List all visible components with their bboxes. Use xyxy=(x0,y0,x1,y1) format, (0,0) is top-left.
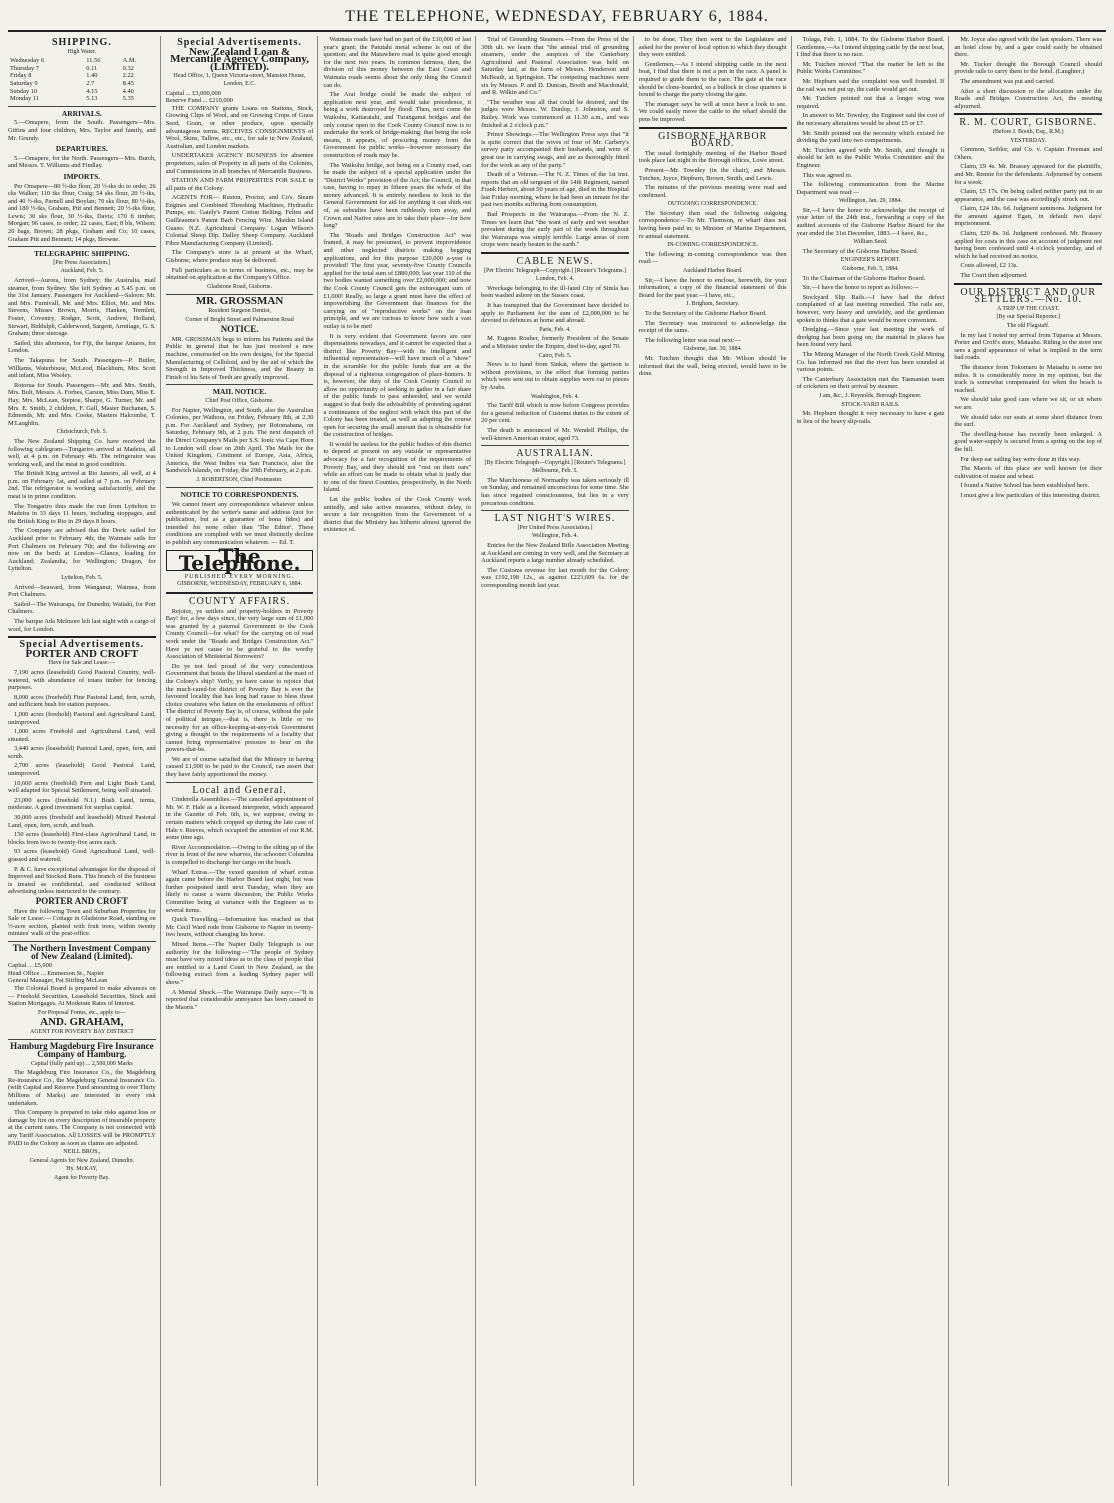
report-paragraph: To the Chairman of the Gisborne Harbor Board. xyxy=(802,274,926,282)
harbor-paragraph: Mr. Smith pointed out the necessity which existed for dividing the yard into two compartments. xyxy=(796,129,945,145)
harbor-paragraph: The following in-coming correspondence was then read:— xyxy=(638,250,787,266)
nzloan-store: The Company's store is at present at the Wharf, Gisborne, where produce may be delivered. xyxy=(165,249,314,265)
neill-agents: General Agents for New Zealand, Dunedin. xyxy=(29,1157,135,1164)
porter-item: 30,000 acres (freehold and leasehold) Mixed Pastoral Land, open, fern, scrub, and bush. xyxy=(8,814,156,829)
harbor-paragraph: Mr. Tutchen agreed with Mr. Smith, and thought it should be left to the Public Works Committee and the Engineer. xyxy=(796,146,945,169)
news-paragraph: The manager says he will at once have a look to see. We could easily move the cattle to the wharf should the pens be improved. xyxy=(638,100,787,123)
mckay-agent: Agent for Poverty Bay. xyxy=(54,1174,110,1181)
masthead-published: PUBLISHED EVERY MORNING. xyxy=(184,573,295,580)
signature: William Seed. xyxy=(853,239,888,246)
cable-paragraph: M. Eugene Rouher, formerly President of the Senate and a Minister under the Empire, died to-day, aged 70. xyxy=(481,335,629,350)
departures-title: DEPARTURES. xyxy=(55,144,108,154)
tide-cell: 2.22 xyxy=(122,72,134,80)
district-paragraph: For deep ear sailing bay were done in this way. xyxy=(960,455,1081,463)
court-paragraph: The Court then adjourned. xyxy=(960,272,1028,280)
imports-title: IMPORTS. xyxy=(63,171,101,181)
report-paragraph: The Mining Manager of the North Creek Gold Mining Co. has informed me that the river has been sounded at various points. xyxy=(796,350,945,374)
local-paragraph: Mixed Items.—The Napier Daily Telegraph is our authority for the following:—"The people of Sydney must have very mixed ideas as to the class of people that are entitled to a Land Court in New Zealand, as the following extract from a leading Sydney paper will show." xyxy=(165,940,314,986)
nzloan-particulars: Full particulars as to terms of business, etc., may be obtained on application at the Company's Office. xyxy=(165,266,314,282)
nzloan-text: STATION AND FARM PROPERTIES FOR SALE in all parts of the Colony. xyxy=(165,177,314,192)
tide-row xyxy=(8,95,156,103)
nzloan-capital: Capital ... £3,000,000 xyxy=(165,89,221,97)
tele-paragraph: Rotorua for South. Passengers—Mr. and Mrs. Smith, Mrs. Bolt, Messrs. A. Forbes, Carson, Miss Dam, Miss E. Hay, Mrs. McLean, Steptoe, Sharpe, G. Turner, Mr. and Mrs. E. Smith, 2 children, F. Gall, Master Buchanan, S. Edmonds, Mr. and Mrs. Cooke, Masters Halcombe, T. M'Laughlin. xyxy=(8,381,156,427)
wellington-date: Wellington, Jan. 29, 1884. xyxy=(838,198,902,205)
porter-items xyxy=(8,669,156,864)
harbor-paragraph: Mr. Tucker thought the Borough Council should provide rails to carry them to the hotel. (Laughter.) xyxy=(954,60,1103,76)
tide-cell: 11.56 xyxy=(86,57,101,65)
harbor-paragraph: Present—Mr. Townley (in the chair), and Messrs. Tutchen, Joyce, Hepburn, Brown, Smith, and Lewis. xyxy=(638,166,787,182)
our-district-title: OUR DISTRICT AND OUR SETTLERS.—No. 10. xyxy=(960,286,1096,306)
porter-footer: Have the following Town and Suburban Properties for Sale or Lease:— Cottage in Gladstone Road, standing on ½-acre section, planted with fruit trees, within twenty minutes' walk of the post-office. xyxy=(8,907,156,938)
tide-cell: 0.32 xyxy=(122,64,134,72)
rm-court-sub: (Before J. Booth, Esq., R.M.) xyxy=(992,128,1064,135)
tide-table xyxy=(8,57,156,103)
county-paragraph: Do ye not feel proud of the very conscientious Government that hoists the liberal standard at the mast of the Colony's ship? Verily, ye have cause to rejoice that the much-cared-for district of Poverty Bay is ever the favoured locality that has long had cause to bless those choice creatures who fatten on the emoluments of office! The district of Poverty Bay is, of course, without the pale of political intrigue,—that is, there is little or no necessity for an office-keeping-at-any-risk Government giving a thought to the requirements of a locality that cannot bring representative pressure to bear on the powers-that-be. xyxy=(165,662,314,754)
porter-item: 23,000 acres (freehold N.I.) Bush Land, terms, moderate. A good investment for surplus capital. xyxy=(8,796,156,812)
tele-paragraph: The Tongariro thus made the run from Lyttelton to Madeira in 33 days 11 hours, including stoppages, and the British King to Rio in 29 days 8 hours. xyxy=(8,502,156,525)
report-paragraph: Dredging.—Since your last meeting the work of dredging has been going on; the material in places has been found very hard. xyxy=(796,326,945,349)
county-paragraph: The "Roads and Bridges Construction Act" was framed, it may be presumed, to prevent improvidence and other neglected districts making begging applications, and for this purpose £20,000 a-year is provided! The first year, seventy-five County Councils applied for the total sum of £880,000; last year 110 of the two bodies wanted something over £2,000,000; and now the Cook County Council gets the extravagant sum of £1,000! Really, so large a grant must have the effect of impoverishing the Government that finances for the carrying on of "reproductive works" on the loan principle, and we are curious to know how such a vast outlay is to be met! xyxy=(323,231,472,330)
masthead-date: GISBORNE, WEDNESDAY, FEBRUARY 6, 1884. xyxy=(177,581,303,588)
local-paragraph: River Accommodation.—Owing to the silting up of the river in front of the new wharves, the schooner Columbia is compelled to discharge her cargo on the beach. xyxy=(165,843,314,866)
auckland-dateline: Auckland, Feb. 5. xyxy=(60,268,104,275)
local-paragraph: Wharf Extras.—The vexed question of wharf extras again came before the Harbor Board last night, but was further postponed until next Tuesday, when they are likely to cause a warm discussion, the Public Works Committee being at variance with the Engineer as to several items. xyxy=(165,868,314,914)
porter-note: P. & C. have exceptional advantages for the disposal of Improved and Stocked Runs. This branch of the business is treated as confidential, and conducted without advertising unless instructed to the contrary. xyxy=(8,865,156,896)
cable-news-title: CABLE NEWS. xyxy=(516,256,594,268)
porter-item: 150 acres (leasehold) First-class Agricultural Land, in blocks from two to twenty-five acres each. xyxy=(8,831,156,846)
wires-paragraph: The Customs revenue for last month for the Colony was £192,198 12s., as against £223,609 6s. for the corresponding month last year. xyxy=(481,566,629,589)
tide-cell: 4.40 xyxy=(122,87,134,95)
county-paragraph: The Waikohu bridge, not being on a County road, can be made the subject of a special application under the "District Works" provision of the Act; the Council, in that case, having to repay in fifteen years the whole of the money advanced. It is entirely needless to look to the General Government for aid for anything it can shirk out of, as subsidies have been ruthlessly torn away, and Crown and Native rates are to take their place—for how long? xyxy=(323,161,472,230)
last-night-sub: [Per United Press Association.] xyxy=(517,524,593,531)
harbor-paragraph: The Secretary of the Gisborne Harbor Board. xyxy=(802,247,919,255)
tide-cell: A.M. xyxy=(122,57,137,65)
court-paragraph: Costs allowed, £2 13s. xyxy=(960,262,1019,270)
harbor-paragraph: In answer to Mr. Townley, the Engineer said the cost of the necessary alterations would be about £5 or £7. xyxy=(796,112,945,127)
tide-row xyxy=(8,57,156,65)
local-paragraph: Quick Travelling.—Information has reached us that Mr. Cecil Ward rode from Gisborne to Napier in twenty-two hours, without changing his horse. xyxy=(165,916,314,939)
column-2 xyxy=(166,36,319,1486)
county-paragraph: We are of course satisfied that the Ministry in having caused £1,000 to be paid to the Council, can assert that they have fairly apportioned the money. xyxy=(165,755,314,779)
northern-capital: Capital ... £5,000 xyxy=(8,962,53,970)
cable-paragraph: News is to hand from Sinkat, where the garrison is without provisions, to the effect that forming parties which were sent out to obtain supplies were cut to pieces by Arabs. xyxy=(481,361,629,391)
local-general-title: Local and General. xyxy=(192,784,287,796)
tide-cell: 4.15 xyxy=(86,87,98,95)
report-signature: I am, &c., J. Reynolds, Borough Engineer. xyxy=(819,392,922,399)
porter-croft-title: PORTER AND CROFT xyxy=(25,647,139,660)
news-paragraph: Death of a Veteran.—The N. Z. Times of the 1st inst. reports that an old sergeant of the 14th Regiment, named Frank Herbert, about 50 years of age, died in the Hospital last Friday morning, where he had been an inmate for the past two months suffering from consumption. xyxy=(481,171,629,209)
northern-investment-title: The Northern Investment Company of New Zealand (Limited). xyxy=(12,942,151,961)
county-paragraph: Waimata roads have had no part of the £10,000 of last year's grant; the Patutahi metal scheme is out of the question; and the Matawhero road is quite good enough for the next two years. In common fairness, then, the division of this money between the East Coast and Waimata roads seems about the only thing the Council can do. xyxy=(323,36,472,89)
telephone-masthead: The Telephone. xyxy=(166,550,314,571)
neill-bros: NEILL BROS., xyxy=(63,1149,101,1156)
tide-row xyxy=(8,72,156,80)
district-paragraph: I must give a few particulars of this interesting district. xyxy=(960,491,1101,499)
special-ads-title: Special Advertisements. xyxy=(177,37,302,48)
news-paragraph: "The weather was all that could be desired, and the judges were Messrs. W. Dunlop, J. Johnston, and S. Bailey. Work was commenced at 11.30 a.m., and was finished at 2 o'clock p.m." xyxy=(481,98,629,129)
harbor-paragraph: The following communication from the Marine Department was read:— xyxy=(796,181,945,196)
county-paragraph: It would be useless for the public bodies of this district to depend at present on any outside or representative advocacy for a fair recognition of the requirements of Poverty Bay, and they should not "rest on their oars" while an effort can be made to obtain what is justly due to one of the finest Counties, prospectively, in the North Island. xyxy=(323,440,472,494)
cable-paragraph: Wreckage belonging to the ill-fated City of Simla has been washed ashore on the Sussex coast. xyxy=(481,284,629,300)
special-ads-title: Special Advertisements. xyxy=(19,639,145,651)
tele-paragraph: The Company are advised that the Doric sailed for Auckland prior to February 4th; the Waimate sails for Port Chalmers on February 7th; and the following are now on the berth at London—Glance, loading for Auckland; Zealandia, for Wellington; Dragon, for Lyttelton. xyxy=(8,527,156,573)
column-3 xyxy=(323,36,476,1486)
local-paragraph: A Mental Shock.—The Wairarapa Daily says:—"It is reported that considerable annoyance has been caused to the Maoris." xyxy=(165,988,314,1011)
mail-notice-title: MAIL NOTICE. xyxy=(212,387,267,397)
court-paragraph: Claim, £9 4s. Mr. Brassey appeared for the plaintiffs, and Mr. Rennie for the defendants. Adjourned by consent for a week. xyxy=(954,163,1103,186)
imports-text: Per Omapere—80 ½-tks flour, 20 ½-tks do to order, 26 cks Walker; 110 tks flour, Craig; 54 sks flour, 20 ½-tks, and 40 ½-tks, Parnell and Boylan; 70 sks flour, 80 ½-tks, and 180 ½-tks, Graham, Pitt and Bennett; 20 ½-tks flour, Lewis; 30 sks flour, 30 ½-tks, Davis; 170 ft timber, Morgan; 96 cases, to order; 22 cases, East; 8 bls, Wilson; 20 bags, Brown; 28 pkgs, Graham and Co; 10 cases, Graham Pitt and Bennett; 14 pkgs, Browne. xyxy=(8,182,156,243)
district-paragraph: We should take our seats at some short distance from the surf. xyxy=(954,413,1103,429)
page-header: THE TELEPHONE, WEDNESDAY, FEBRUARY 6, 1884. xyxy=(8,6,1106,32)
news-paragraph: Prince Showings.—The Wellington Press says that "it is quite correct that the wives of four of Mr. Carbery's survey party accompanied their husbands, and were of great use in carrying swags, and are as thoroughly fitted for the work as any of the party." xyxy=(481,131,629,169)
harbor-paragraph: Mr. Joyce also agreed with the last speakers. There was an hotel close by, and a gate could easily be obtained there. xyxy=(954,36,1103,59)
columns xyxy=(8,36,1106,1486)
rm-court-day: YESTERDAY. xyxy=(1010,137,1047,144)
tele-paragraph: Arrived—Seaward, from Wanganui; Waimea, from Port Chalmers. xyxy=(8,583,156,599)
harbor-signature: J. Brigham, Secretary. xyxy=(686,301,740,308)
column-7 xyxy=(954,36,1106,1486)
northern-text: The Colonial Board is prepared to make advances on— Freehold Securities, Leasehold Securities, Stock and Station Mortgages. At Moderate Rates of Interest. xyxy=(8,984,156,1008)
tide-cell: 0.11 xyxy=(86,64,98,72)
nzloan-agents: AGENTS FOR— Ruston, Proctor, and Co's. Steam Engines and Combined Threshing Machines, Hydraulic Pumps, etc. Gately's Patent Cotton Belting. Felten and Guilleaume's Patent Barb Fencing Wire. Maiden Island Guano. N.Z. Agricultural Company. Logan Wilson's Colonial Sheep Dip. Dalley Sheep Company. Auckland Fibre Manufacturing Company (Limited). xyxy=(165,194,314,247)
nzloan-office: Head Office, 1, Queen Victoria-street, Mansion House, London, E.C. xyxy=(173,73,306,87)
cable-paragraph: The death is announced of Mr. Wendell Phillips, the well-known American orator, aged 73. xyxy=(481,426,629,442)
our-district-by: [By our Special Reporter.] xyxy=(996,314,1060,321)
dateline: Wellington, Feb. 4. xyxy=(532,533,579,540)
incoming-title: IN-COMING CORRESPONDENCE. xyxy=(667,242,759,249)
tele-paragraph: The New Zealand Shipping Co. have received the following cablegram—Tongariro arrived at Madeira, all well, at 4 p.m. on February 4th. The refrigerator was working well, and the meat in good condition. xyxy=(8,437,156,468)
nzloan-reserve: Reserve Fund ... £210,000 xyxy=(165,97,233,105)
australian-title: AUSTRALIAN. xyxy=(516,448,594,460)
tide-cell: 1.40 xyxy=(86,72,98,80)
cable-sub: [Per Electric Telegraph—Copyright.] [Reuter's Telegrams.] xyxy=(484,267,626,274)
harbor-paragraph: This was agreed to. xyxy=(802,171,853,179)
mail-notice-sign: J. ROBERTSON, Chief Postmaster. xyxy=(196,476,283,483)
county-paragraph: Let the public bodies of the Cook County work unitedly, and take active measures, without delay, to secure a fair recognition from the Government of a district that the Ministry has hitherto almost ignored the existence of. xyxy=(323,496,472,534)
county-paragraph: The Arai bridge could be made the subject of application next year, and would take precedence, it being a work destroyed by flood. Then, next come the Waikohu, Kaitaratahi, and Turanganui bridges and the only course open to the Cook County Council now is to undertake the work of bridge-making, that being the sole means, it appears, of procuring money from the Government for public works—however necessary the construction of roads may be. xyxy=(323,91,472,159)
harbor-paragraph: Sir,—I have the honor to acknowledge the receipt of your letter of the 24th inst., forwarding a copy of the audited accounts of the Gisborne Harbor Board for the year ended the 31st December, 1883.—I have, &c., xyxy=(796,206,945,237)
tide-cell: 2.7 xyxy=(86,79,95,87)
australian-paragraph: The Marchioness of Normanby was taken seriously ill on Sunday, and remained unconscious for some time. She has since regained consciousness, but lies in a very precarious condition. xyxy=(481,476,629,507)
news-paragraph: Trial of Grounding Steamers.—From the Press of the 30th ult. we learn that "the annual trial of grounding steamers, under the auspices of the Canterbury Agricultural and Pastoral Association was held on Saturday last, at the farm of Messrs. Henderson and McBeath, at Springston. The competing machines were six by Messrs. P. and D. Duncan, Booth and Macdonald, and R. Wilkin and Co." xyxy=(481,36,629,97)
district-paragraph: The dwelling-house has recently been enlarged. A good water-supply is secured from a spring on the top of the hill. xyxy=(954,430,1103,453)
dateline: London, Feb. 4. xyxy=(535,276,575,283)
county-paragraph: Rejoice, ye settlers and property-holders in Poverty Bay! for, a few days since, the very large sum of £1,000 was granted by a paternal Government to the Cook County Council—for what? for the carrying on of road work under the "Roads and Bridges Construction Act." Have ye not cause to be grateful to the worthy Association of Ministerial Borrowers? xyxy=(165,607,314,661)
tide-row xyxy=(8,88,156,96)
harbor-paragraph: To the Secretary of the Gisborne Harbor Board. xyxy=(644,310,767,317)
porter-intro: Have for Sale and Lease:— xyxy=(48,660,116,667)
tide-cell: Sunday 10 xyxy=(10,87,38,95)
porter-item: 8,000 acres (freehold) Fine Pastoral Land, fern, scrub, and sufficient bush for station purposes. xyxy=(8,693,156,709)
tide-row xyxy=(8,65,156,73)
news-paragraph: to be done. They then went to the Legislature and asked for the power of local option to which they thought they were entitled. xyxy=(638,36,787,59)
harbor-paragraph: Sir,—I have the honor to enclose, herewith, for your information, a copy of the financial statement of this Board for the past year.—I have, etc., xyxy=(638,276,787,299)
porter-item: 3,440 acres (leasehold) Pastoral Land, open, fern, and scrub. xyxy=(8,745,156,760)
engineers-report-title: ENGINEER'S REPORT. xyxy=(840,257,901,264)
dateline: Cairo, Feb. 5. xyxy=(538,352,572,359)
harbor-paragraph: Mr. Tutchen pointed out that a longer wing was required. xyxy=(796,95,945,110)
christchurch-dateline: Christchurch, Feb. 5. xyxy=(56,429,108,436)
court-paragraph: Claim, £5 17s. On being called neither party put in an appearance, and the case was accordingly struck out. xyxy=(954,188,1103,203)
notice-text: MR. GROSSMAN begs to inform his Patients and the Public in general that he has just received a new machine, constructed on his own designs, for the Special Manufacturing of Celluloid, and by the aid of which the Strength in Improved Thickness, and the Beauty in Finish of his Sets of Teeth are greatly improved. xyxy=(165,335,314,381)
mail-notice-text: For Napier, Wellington, and South, also the Australian Colonies, per Waihora, on Friday, February 8th, at 2.30 p.m. For Auckland and Sydney, per Rotomahana, on Saturday, February 9th, at 2 p.m. The next despatch of the Direct Company's Mails per S.S. Ionic via Cape Horn to London will close on 20th April. The Mails for the United Kingdom, Continent of Europe, Asia, Africa, America, the West Indies via San Francisco, also the Sandwich Islands, on Friday, the 29th February, at 2 p.m. xyxy=(165,406,314,475)
porter-footer-title: PORTER AND CROFT xyxy=(35,895,128,906)
harbor-date: Gisborne, Jan. 30, 1884. xyxy=(683,346,742,353)
northern-manager: General Manager, Pat Stirling McLean xyxy=(8,977,108,985)
harbor-paragraph: Mr. Hepburn said the complaint was well founded. If the rail was not put up, the cattle would get out. xyxy=(796,77,945,93)
tide-cell: Saturday 9 xyxy=(10,79,38,87)
grossman-address: Corner of Bright Street and Palmerston Road xyxy=(185,316,294,323)
porter-item: 1,000 acres Freehold and Agricultural Land, well situated. xyxy=(8,728,156,743)
tide-cell: 8.45 xyxy=(122,79,134,87)
notice-corr-text: We cannot insert any correspondence whatever unless authenticated by the writer's name and address (not for publication, but as a guarantee of bona fides) and intended for none other than 'The Editor'. These conditions are complied with we must distinctly decline to publish any communication whatever. — Ed. T. xyxy=(165,501,314,547)
harbor-paragraph: The Secretary was instructed to acknowledge the receipt of the same. xyxy=(638,319,787,335)
district-paragraph: The distance from Tokomaru to Mataahu is some ten miles. It is considerably more in my opinion, but the track is somewhat compensated for when the beach is reached. xyxy=(954,363,1103,394)
column-5 xyxy=(639,36,792,1486)
porter-item: 7,190 acres (leasehold) Good Pastoral Country, well-watered, with abundance of totara timber for fencing purposes. xyxy=(8,668,156,692)
harbor-paragraph: Tolaga, Feb. 1, 1884. To the Gisborne Harbor Board. Gentlemen,—As I intend shipping cattle by the next boat, I find that there is no race. xyxy=(796,36,945,59)
mail-notice-sub: Chief Post Office, Gisborne. xyxy=(205,397,274,404)
rm-court-title: R. M. COURT, GISBORNE. xyxy=(959,117,1097,129)
nzloan-text: UNDERTAKES AGENCY BUSINESS for absentee proprietors, sales of Property in all parts of the Colonies, and Commissions in all branches of Mercantile Business. xyxy=(165,152,314,175)
cable-paragraph: The Tariff Bill which is now before Congress provides for a general reduction of Customs duties to the extent of 20 per cent. xyxy=(481,402,629,425)
tele-paragraph: The British King arrived at Rio Janeiro, all well, at 4 p.m. on February 1st, and sailed at 7 p.m. on February 2nd. The refrigerator is working satisfactorily, and the meat is in prime condition. xyxy=(8,470,156,501)
gisborne-harbor-board-title: GISBORNE HARBOR BOARD. xyxy=(658,130,768,150)
grossman-subtitle: Resident Surgeon Dentist, xyxy=(208,308,271,314)
notice-corr-title: NOTICE TO CORRESPONDENTS. xyxy=(180,490,299,500)
harbor-letter-head: Auckland Harbor Board. xyxy=(682,268,743,275)
county-affairs-title: COUNTY AFFAIRS. xyxy=(189,596,291,607)
report-paragraph: Mr. Hepburn thought it very necessary to have a gate in lieu of the heavy slip-rails. xyxy=(796,410,945,425)
tele-paragraph: The barque Ada Melmore left last night with a cargo of wool, for London. xyxy=(8,617,156,633)
last-night-wires-title: LAST NIGHT'S WIRES. xyxy=(494,513,616,525)
graham-name: AND. GRAHAM, xyxy=(40,1016,124,1029)
harbor-paragraph: After a short discussion re the allocation under the Roads and Bridges Construction Act, the meeting adjourned. xyxy=(954,87,1103,110)
dateline: Washington, Feb. 4. xyxy=(531,393,580,400)
tide-cell: Thursday 7 xyxy=(10,64,39,72)
column-1 xyxy=(8,36,161,1486)
lyttelton-dateline: Lyttelton, Feb. 5. xyxy=(61,575,103,581)
tide-cell: 5.35 xyxy=(122,95,134,103)
high-water-label: High Water. xyxy=(67,48,97,55)
court-paragraph: Common, Seiblor, and Co. v. Captain Freeman and Others. xyxy=(954,146,1103,161)
hamburg-capital: Capital (fully paid up) ... 2,500,000 Marks xyxy=(30,1060,133,1067)
district-paragraph: We should take good care where we sit, or sit where we are. xyxy=(954,396,1103,411)
porter-item: 1,000 acres (freehold) Pastoral and Agricultural Land, unimproved. xyxy=(8,710,156,726)
nzloan-address: Gladstone Road, Gisborne. xyxy=(207,283,273,290)
harbor-paragraph: The usual fortnightly meeting of the Harbor Board took place last night in the Borough offices, Lowe street. xyxy=(638,149,787,165)
cable-paragraph: It has transpired that the Government have decided to apply to Parliament for the sum of £2,000,000 to be devoted to defences at home and abroad. xyxy=(481,302,629,325)
tide-cell: Monday 11 xyxy=(10,95,40,103)
mckay: Hy. McKAY, xyxy=(66,1166,98,1173)
news-paragraph: Gentlemen,—As I intend shipping cattle in the next boat, I find that there is not a pen in the race. A panel is required to guide them to the race. The gate at the race should be clone-boarded, so a bullock in close quarters is bound to charge the party closing the gate. xyxy=(638,60,787,99)
grossman-title: MR. GROSSMAN xyxy=(195,295,284,308)
arrivals-title: ARRIVALS. xyxy=(61,108,102,118)
harbor-paragraph: Mr. Tutchen moved "That the matter be left to the Public Works Committee." xyxy=(796,60,945,76)
hamburg-title: Hamburg Magdeburg Fire Insurance Company of Hamburg. xyxy=(10,1041,154,1060)
harbor-paragraph: The minutes of the previous meeting were read and confirmed. xyxy=(638,184,787,199)
shipping-title: SHIPPING. xyxy=(51,37,112,48)
court-paragraph: Claim, £24 18s. 6d. Judgment summons. Judgment for the amount against Egan, in default two days' imprisonment. xyxy=(954,205,1103,228)
wires-paragraph: Entries for the New Zealand Rifle Association Meeting at Auckland are coming in very well, and the Secretary at Auckland reports a large number already scheduled. xyxy=(481,542,629,565)
northern-proposal: For Proposal Forms, etc., apply to— xyxy=(38,1009,126,1016)
district-paragraph: The Maoris of this place are well known for their cultivation of maize and wheat. xyxy=(954,465,1103,480)
tele-paragraph: Sailed, this afternoon, for Fiji, the barque Antares, for London. xyxy=(8,339,156,355)
outgoing-title: OUTGOING CORRESPONDENCE. xyxy=(667,201,758,208)
tide-row xyxy=(8,80,156,88)
tele-paragraph: The Takapuna for South. Passengers—P. Butler, Williams, Waterhouse, McLeod, Blackburn, Mrs. Scott and infant, Miss Wooley. xyxy=(8,356,156,380)
tele-paragraph: Arrived—Aurora, from Sydney; the Australia, mail steamer, from Sydney. She left Sydney at 5.45 p.m. on the 31st January. Passengers for Auckland—Saloon: Mr. and Mrs. Furnivall, Mr. and Mrs. Elliot, Mr. and Mrs. Stevens, Misses Brown, Morris, Hanken, Tremlett, Foster, Coventry, Rodger, Scott, Andrew, Holland, Stewart, Biddulph, Calderwood, Sargent, Armitage, G. S. Graham; three steerage. xyxy=(8,277,156,338)
tele-paragraph: Sailed—The Wairarapa, for Dunedin; Waitaki, for Port Chalmers. xyxy=(8,600,156,616)
press-association: [Per Press Association.] xyxy=(53,259,111,266)
harbor-paragraph: The amendment was put and carried. xyxy=(960,77,1055,85)
hamburg-text: The Magdeburg Fire Insurance Co., the Magdeburg Re-insurance Co., the Magdeburg General Insurance Co. (with Capital and Reserve Fund amounting to over Thirty Millions of Marks) are interested in every risk undertaken. xyxy=(8,1069,156,1107)
harbor-paragraph: Mr. Tutchen thought that Mr. Wilson should be informed that the wall, being erected, would have to be done. xyxy=(638,354,787,378)
hamburg-text-2: This Company is prepared to take risks against loss or damage by fire on every description of insurable property at the current rates. The Company is not connected with any Tariff Association. All LOSSES will be PROMPTLY PAID in the Colony as soon as claims are adjusted. xyxy=(8,1109,156,1147)
notice-title: NOTICE. xyxy=(220,324,259,335)
telegraphic-shipping-title: TELEGRAPHIC SHIPPING. xyxy=(34,249,130,259)
nzloan-text: THE COMPANY grants Loans on Stations, Stock, Growing Clips of Wool, and on Growing Crops of Grass Seed, Grain, or other produce, upon specially advantageous terms. RECEIVES CONSIGNMENTS of Wool, Skins, Tallow, etc., etc., for sale in New Zealand, Australian, and London markets. xyxy=(165,104,314,150)
district-paragraph: In my last I noted my arrival from Tuparoa at Messrs. Porter and Croft's store, Mataahu. Riding to the store one sees a good appearance of what is implied in the term bad roads. xyxy=(954,331,1103,362)
news-paragraph: Bad Prospects in the Wairarapa.—From the N. Z. Times we learn that "the want of early and wet weather prevalent during the early part of the week throughout the Wairarapa was simply terrible. Large areas of corn crops were nearly beaten to the earth." xyxy=(481,211,629,249)
harbor-paragraph: The Secretary then read the following outgoing correspondence:—To Mr. Thomson, re wharf dues not having been paid in; to Minister of Marine Department, re annual statement. xyxy=(638,209,787,240)
porter-item: 93 acres (leasehold) Good Agricultural Land, well-grassed and watered. xyxy=(8,848,156,863)
departures-text: 5.—Omapere, for the North. Passengers—Mrs. Burch, and Messrs. T. Williams and Findlay. xyxy=(8,154,156,170)
dateline: Melbourne, Feb. 5. xyxy=(532,468,578,475)
county-paragraph: It is very evident that Government favors are rare dispensations nowadays, and it cannot be expected that a district like Poverty Bay—with its intelligent and influential representation—will have much of a "show" in the scramble for the public funds that are at the disposal of a righteous congregation of place-hunters. It is, however, the duty of the Cook County Council to allow no opportunity of seeking to gather in a fair share of the public funds to pass unheeded, and we would suggest to that body the advisability of protesting against a continuance of the neglect with which this part of the Colony has been treated, as well as adopting the course open for securing the small amount that is obtainable for the construction of bridges. xyxy=(323,332,472,439)
report-paragraph: The Canterbury Association met the Tasmanian team of cricketers on their arrival by steamer. xyxy=(796,375,945,391)
dateline: Paris, Feb. 4. xyxy=(539,326,571,333)
porter-item: 2,700 acres (leasehold) Good Pastoral Land, unimproved. xyxy=(8,762,156,778)
local-paragraph: Cinderella Assemblies.—The cancelled appointment of Mr. W. F. Hale as a licensed interpreter, which appeared in the Gazette of Feb. 6th, is, we suppose, owing to certain matters which cropped up during the late case of Hale v. Reeves, which occupied the attention of our R.M. some time ago. xyxy=(165,796,314,842)
column-6 xyxy=(797,36,950,1486)
report-paragraph: Stockyard Slip Rails.—I have had the defect complained of at last meeting remedied. The rails are, however, very heavy and unwieldy, and the gentleman spoken to thinks that a gate would be more convenient. xyxy=(796,293,945,324)
arrivals-text: 5.—Omapere, from the South. Passengers—Mrs. Gittins and four children, Mrs. Taylor and family, and Mr. Grundy. xyxy=(8,119,156,142)
harbor-paragraph: The following letter was read next:— xyxy=(644,336,741,344)
our-district-flagstaff: The old Flagstaff. xyxy=(1006,323,1050,329)
tide-cell: Wednesday 6 xyxy=(10,57,45,65)
column-4 xyxy=(481,36,634,1486)
report-paragraph: Sir,—I have the honor to report as follows:— xyxy=(802,284,919,292)
northern-office: Head Office ... Emmerson St., Napier xyxy=(8,969,105,977)
nzloan-title: New Zealand Loan & Mercantile Agency Company, (LIMITED). xyxy=(170,45,309,73)
tide-cell: Friday 8 xyxy=(10,72,32,80)
district-paragraph: I found a Native School has been established here. xyxy=(960,482,1090,490)
stockyard-title: STOCK-YARD RAILS. xyxy=(841,401,900,408)
court-paragraph: Claim, £20 8s. 3d. Judgment confessed. Mr. Brassey applied for costs in this case on account of judgment not having been confessed until 4 o'clock yesterday, and of which he had received no notice. xyxy=(954,230,1103,260)
tide-cell: 5.13 xyxy=(86,95,98,103)
porter-item: 10,600 acres (freehold) Fern and Light Bush Land, well adapted for Special Settlement, being well situated. xyxy=(8,779,156,795)
report-date: Gisborne, Feb. 5, 1884. xyxy=(842,266,899,273)
our-district-sub: A TRIP UP THE COAST. xyxy=(996,305,1060,312)
graham-agent: AGENT FOR POVERTY BAY DISTRICT xyxy=(29,1028,134,1035)
australian-sub: [By Electric Telegraph—Copyright.] [Reuter's Telegrams.] xyxy=(484,459,626,466)
